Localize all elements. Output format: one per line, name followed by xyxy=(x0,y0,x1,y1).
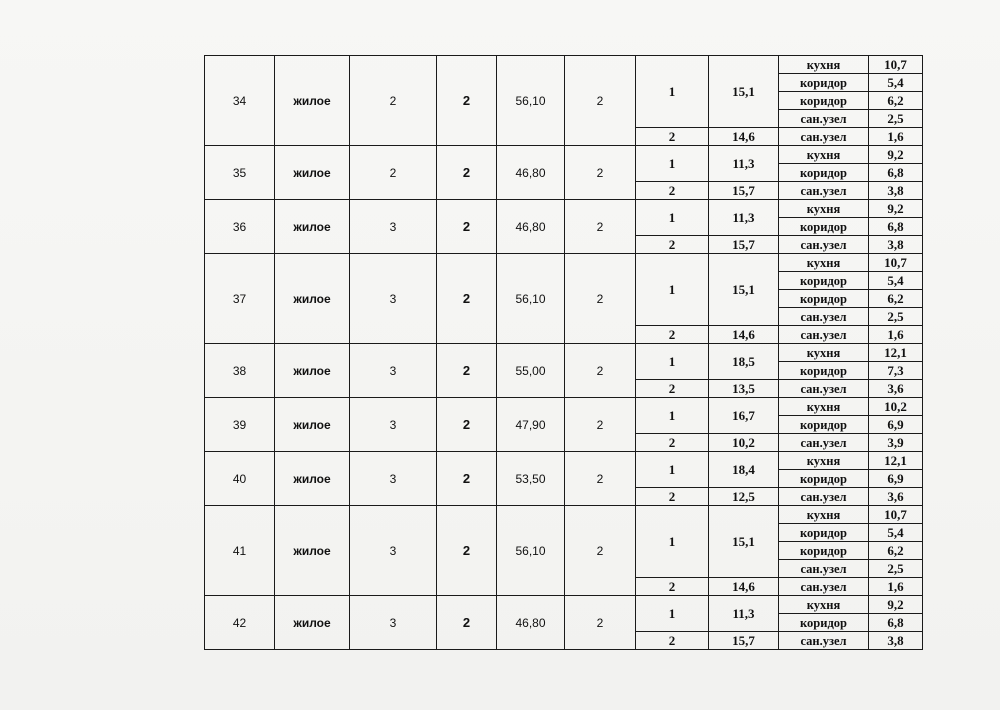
floor-number: 3 xyxy=(350,506,437,596)
apartment-number: 39 xyxy=(205,398,275,452)
room-count: 2 xyxy=(437,344,497,398)
floor-number: 3 xyxy=(350,254,437,344)
auxiliary-room-area: 9,2 xyxy=(869,596,923,614)
living-room-number: 1 xyxy=(636,254,709,326)
auxiliary-room-name: сан.узел xyxy=(779,578,869,596)
floor-number: 3 xyxy=(350,398,437,452)
auxiliary-room-name: коридор xyxy=(779,542,869,560)
apartment-number: 37 xyxy=(205,254,275,344)
living-room-number: 2 xyxy=(636,182,709,200)
total-area: 47,90 xyxy=(497,398,565,452)
auxiliary-room-name: коридор xyxy=(779,416,869,434)
premises-type: жилое xyxy=(275,254,350,344)
floor-number: 3 xyxy=(350,452,437,506)
living-room-number: 2 xyxy=(636,236,709,254)
living-room-area: 11,3 xyxy=(709,146,779,182)
auxiliary-room-area: 12,1 xyxy=(869,344,923,362)
living-room-area: 12,5 xyxy=(709,488,779,506)
column-six-value: 2 xyxy=(565,596,636,650)
living-room-area: 14,6 xyxy=(709,326,779,344)
auxiliary-room-area: 2,5 xyxy=(869,308,923,326)
auxiliary-room-name: сан.узел xyxy=(779,560,869,578)
living-room-number: 1 xyxy=(636,398,709,434)
auxiliary-room-area: 10,7 xyxy=(869,254,923,272)
column-six-value: 2 xyxy=(565,344,636,398)
apartment-row xyxy=(205,146,923,164)
auxiliary-room-area: 9,2 xyxy=(869,200,923,218)
auxiliary-room-area: 5,4 xyxy=(869,74,923,92)
auxiliary-room-area: 10,2 xyxy=(869,398,923,416)
auxiliary-room-name: коридор xyxy=(779,470,869,488)
living-room-area: 11,3 xyxy=(709,596,779,632)
auxiliary-room-name: сан.узел xyxy=(779,236,869,254)
auxiliary-room-name: коридор xyxy=(779,74,869,92)
auxiliary-room-name: коридор xyxy=(779,290,869,308)
apartment-row xyxy=(205,254,923,272)
living-room-area: 18,5 xyxy=(709,344,779,380)
auxiliary-room-area: 10,7 xyxy=(869,56,923,74)
apartment-row xyxy=(205,398,923,416)
auxiliary-room-name: сан.узел xyxy=(779,128,869,146)
auxiliary-room-name: коридор xyxy=(779,614,869,632)
room-count: 2 xyxy=(437,56,497,146)
floor-number: 3 xyxy=(350,344,437,398)
auxiliary-room-name: кухня xyxy=(779,56,869,74)
total-area: 46,80 xyxy=(497,200,565,254)
auxiliary-room-area: 2,5 xyxy=(869,560,923,578)
apartment-table-body xyxy=(205,56,923,650)
auxiliary-room-name: кухня xyxy=(779,398,869,416)
auxiliary-room-name: сан.узел xyxy=(779,632,869,650)
premises-type: жилое xyxy=(275,398,350,452)
auxiliary-room-area: 12,1 xyxy=(869,452,923,470)
column-six-value: 2 xyxy=(565,254,636,344)
room-count: 2 xyxy=(437,596,497,650)
auxiliary-room-area: 5,4 xyxy=(869,524,923,542)
premises-type: жилое xyxy=(275,200,350,254)
auxiliary-room-area: 10,7 xyxy=(869,506,923,524)
living-room-number: 1 xyxy=(636,344,709,380)
living-room-area: 15,7 xyxy=(709,236,779,254)
auxiliary-room-area: 6,8 xyxy=(869,218,923,236)
auxiliary-room-name: сан.узел xyxy=(779,488,869,506)
room-count: 2 xyxy=(437,506,497,596)
living-room-area: 15,1 xyxy=(709,506,779,578)
total-area: 56,10 xyxy=(497,56,565,146)
auxiliary-room-area: 3,6 xyxy=(869,488,923,506)
room-count: 2 xyxy=(437,254,497,344)
living-room-area: 16,7 xyxy=(709,398,779,434)
auxiliary-room-name: коридор xyxy=(779,218,869,236)
living-room-area: 14,6 xyxy=(709,578,779,596)
room-count: 2 xyxy=(437,452,497,506)
auxiliary-room-area: 6,2 xyxy=(869,290,923,308)
living-room-number: 1 xyxy=(636,146,709,182)
apartment-number: 35 xyxy=(205,146,275,200)
premises-type: жилое xyxy=(275,452,350,506)
apartment-row xyxy=(205,596,923,614)
auxiliary-room-name: кухня xyxy=(779,146,869,164)
living-room-area: 14,6 xyxy=(709,128,779,146)
auxiliary-room-area: 3,9 xyxy=(869,434,923,452)
total-area: 56,10 xyxy=(497,506,565,596)
living-room-number: 2 xyxy=(636,578,709,596)
living-room-number: 1 xyxy=(636,452,709,488)
auxiliary-room-name: коридор xyxy=(779,362,869,380)
column-six-value: 2 xyxy=(565,398,636,452)
living-room-number: 2 xyxy=(636,326,709,344)
apartment-row xyxy=(205,200,923,218)
room-count: 2 xyxy=(437,200,497,254)
living-room-number: 2 xyxy=(636,128,709,146)
auxiliary-room-name: сан.узел xyxy=(779,380,869,398)
living-room-number: 1 xyxy=(636,56,709,128)
living-room-area: 18,4 xyxy=(709,452,779,488)
auxiliary-room-area: 6,9 xyxy=(869,416,923,434)
total-area: 46,80 xyxy=(497,596,565,650)
premises-type: жилое xyxy=(275,506,350,596)
auxiliary-room-area: 1,6 xyxy=(869,326,923,344)
auxiliary-room-area: 6,8 xyxy=(869,164,923,182)
auxiliary-room-area: 1,6 xyxy=(869,578,923,596)
total-area: 46,80 xyxy=(497,146,565,200)
living-room-number: 1 xyxy=(636,200,709,236)
floor-number: 3 xyxy=(350,200,437,254)
living-room-number: 2 xyxy=(636,434,709,452)
floor-number: 2 xyxy=(350,146,437,200)
apartment-number: 38 xyxy=(205,344,275,398)
auxiliary-room-name: сан.узел xyxy=(779,308,869,326)
living-room-number: 2 xyxy=(636,488,709,506)
room-count: 2 xyxy=(437,398,497,452)
premises-type: жилое xyxy=(275,596,350,650)
column-six-value: 2 xyxy=(565,452,636,506)
auxiliary-room-area: 9,2 xyxy=(869,146,923,164)
living-room-area: 15,1 xyxy=(709,254,779,326)
living-room-number: 2 xyxy=(636,380,709,398)
apartment-number: 41 xyxy=(205,506,275,596)
apartment-number: 42 xyxy=(205,596,275,650)
premises-type: жилое xyxy=(275,344,350,398)
auxiliary-room-name: сан.узел xyxy=(779,434,869,452)
auxiliary-room-name: кухня xyxy=(779,200,869,218)
total-area: 53,50 xyxy=(497,452,565,506)
column-six-value: 2 xyxy=(565,56,636,146)
total-area: 56,10 xyxy=(497,254,565,344)
room-count: 2 xyxy=(437,146,497,200)
living-room-area: 13,5 xyxy=(709,380,779,398)
column-six-value: 2 xyxy=(565,200,636,254)
auxiliary-room-area: 5,4 xyxy=(869,272,923,290)
apartment-row xyxy=(205,452,923,470)
living-room-area: 15,7 xyxy=(709,632,779,650)
auxiliary-room-area: 6,9 xyxy=(869,470,923,488)
auxiliary-room-name: кухня xyxy=(779,506,869,524)
auxiliary-room-name: сан.узел xyxy=(779,110,869,128)
column-six-value: 2 xyxy=(565,146,636,200)
auxiliary-room-area: 6,2 xyxy=(869,92,923,110)
living-room-number: 1 xyxy=(636,506,709,578)
living-room-area: 15,1 xyxy=(709,56,779,128)
apartment-row xyxy=(205,344,923,362)
premises-type: жилое xyxy=(275,146,350,200)
living-room-number: 2 xyxy=(636,632,709,650)
living-room-area: 11,3 xyxy=(709,200,779,236)
auxiliary-room-area: 3,6 xyxy=(869,380,923,398)
living-room-area: 15,7 xyxy=(709,182,779,200)
auxiliary-room-area: 3,8 xyxy=(869,182,923,200)
apartment-number: 34 xyxy=(205,56,275,146)
auxiliary-room-name: кухня xyxy=(779,596,869,614)
apartment-number: 40 xyxy=(205,452,275,506)
floor-number: 2 xyxy=(350,56,437,146)
auxiliary-room-area: 6,2 xyxy=(869,542,923,560)
apartment-number: 36 xyxy=(205,200,275,254)
auxiliary-room-name: коридор xyxy=(779,164,869,182)
auxiliary-room-area: 6,8 xyxy=(869,614,923,632)
apartment-row xyxy=(205,506,923,524)
living-room-area: 10,2 xyxy=(709,434,779,452)
auxiliary-room-area: 3,8 xyxy=(869,236,923,254)
auxiliary-room-area: 7,3 xyxy=(869,362,923,380)
auxiliary-room-name: коридор xyxy=(779,92,869,110)
auxiliary-room-name: коридор xyxy=(779,524,869,542)
auxiliary-room-name: кухня xyxy=(779,254,869,272)
total-area: 55,00 xyxy=(497,344,565,398)
auxiliary-room-name: сан.узел xyxy=(779,182,869,200)
floor-number: 3 xyxy=(350,596,437,650)
auxiliary-room-name: коридор xyxy=(779,272,869,290)
living-room-number: 1 xyxy=(636,596,709,632)
auxiliary-room-area: 3,8 xyxy=(869,632,923,650)
auxiliary-room-area: 2,5 xyxy=(869,110,923,128)
auxiliary-room-name: кухня xyxy=(779,344,869,362)
auxiliary-room-area: 1,6 xyxy=(869,128,923,146)
column-six-value: 2 xyxy=(565,506,636,596)
auxiliary-room-name: кухня xyxy=(779,452,869,470)
apartment-row xyxy=(205,56,923,74)
auxiliary-room-name: сан.узел xyxy=(779,326,869,344)
premises-type: жилое xyxy=(275,56,350,146)
apartment-table xyxy=(204,55,923,650)
